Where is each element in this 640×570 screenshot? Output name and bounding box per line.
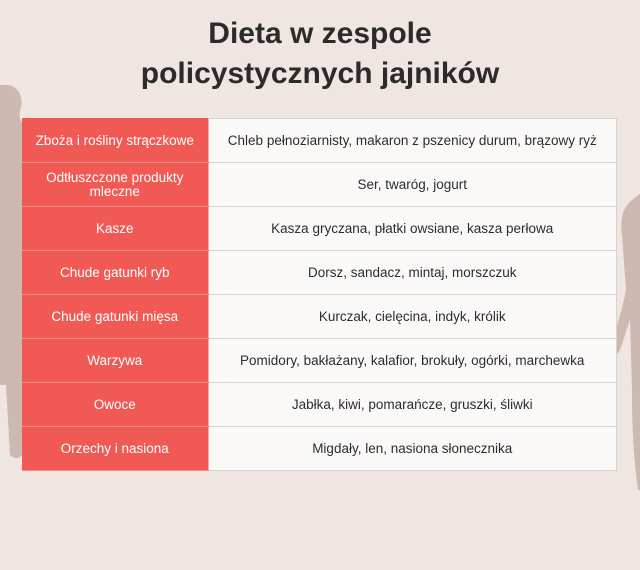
table-row <box>22 295 617 339</box>
items-cell: Kasza gryczana, płatki owsiane, kasza perłowa <box>208 207 617 251</box>
items-cell: Migdały, len, nasiona słonecznika <box>208 427 617 471</box>
title-line-2: policystycznych jajników <box>140 57 500 90</box>
table-row <box>22 251 617 295</box>
category-cell: Zboża i rośliny strączkowe <box>22 119 208 163</box>
items-cell: Ser, twaróg, jogurt <box>208 163 617 207</box>
items-cell: Kurczak, cielęcina, indyk, królik <box>208 295 617 339</box>
items-cell: Chleb pełnoziarnisty, makaron z pszenicy durum, brązowy ryż <box>208 119 617 163</box>
category-cell: Kasze <box>22 207 208 251</box>
table-row <box>22 207 617 251</box>
diet-table <box>22 118 617 471</box>
items-cell: Jabłka, kiwi, pomarańcze, gruszki, śliwki <box>208 383 617 427</box>
page-title <box>0 14 640 94</box>
category-cell: Odtłuszczone produkty mleczne <box>22 163 208 207</box>
category-cell: Chude gatunki ryb <box>22 251 208 295</box>
category-cell: Chude gatunki mięsa <box>22 295 208 339</box>
table-row <box>22 383 617 427</box>
category-cell: Warzywa <box>22 339 208 383</box>
table-row <box>22 427 617 471</box>
items-cell: Pomidory, bakłażany, kalafior, brokuły, ogórki, marchewka <box>208 339 617 383</box>
title-line-1: Dieta w zespole <box>208 17 432 50</box>
table-row <box>22 163 617 207</box>
items-cell: Dorsz, sandacz, mintaj, morszczuk <box>208 251 617 295</box>
table-row <box>22 119 617 163</box>
category-cell: Orzechy i nasiona <box>22 427 208 471</box>
category-cell: Owoce <box>22 383 208 427</box>
table-row <box>22 339 617 383</box>
